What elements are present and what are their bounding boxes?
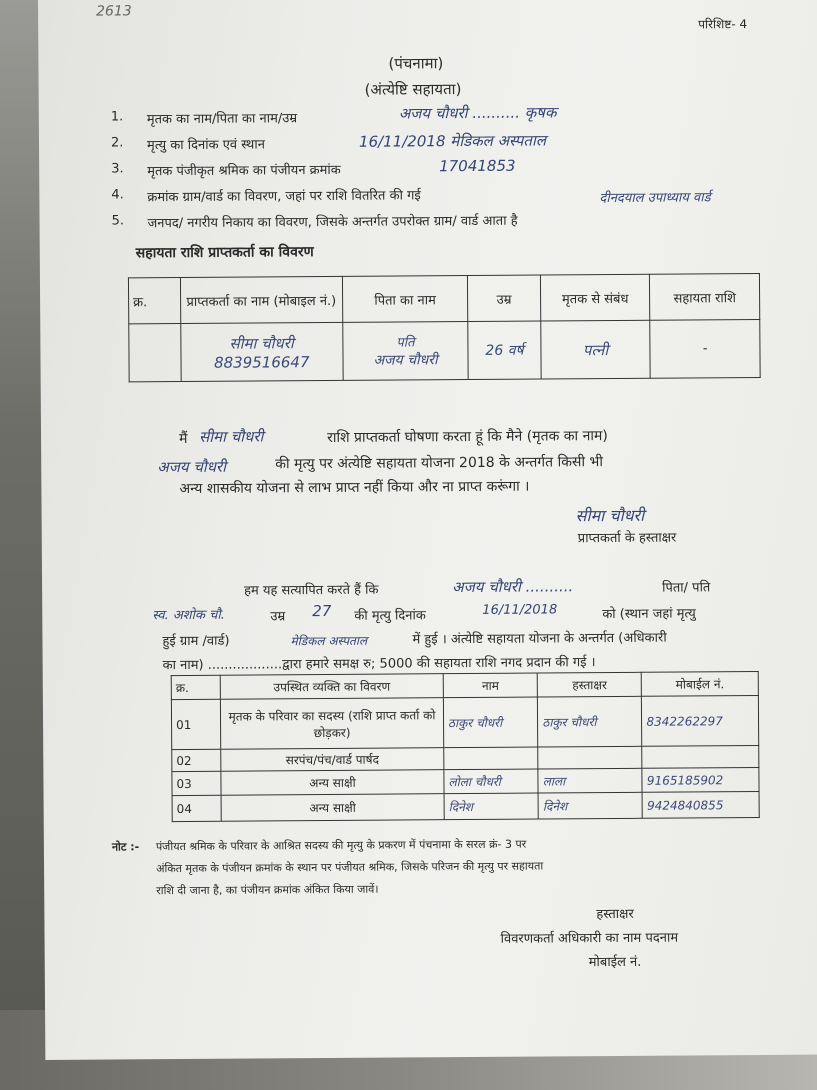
witness-serial: 04 (172, 795, 221, 821)
header-recipient-name: प्राप्तकर्ता का नाम (मोबाइल नं.) (180, 276, 343, 323)
header-amount: सहायता राशि (650, 273, 760, 320)
document-page (38, 0, 817, 1060)
witness-serial: 01 (171, 699, 220, 749)
recipient-heading: सहायता राशि प्राप्तकर्ता का विवरण (135, 244, 314, 262)
witness-desc: अन्य साक्षी (221, 770, 444, 796)
recipient-name-hw: सीमा चौधरी (229, 333, 294, 353)
officer-mobile-label: मोबाईल नं. (588, 954, 642, 971)
verification-age-label: उम्र (270, 609, 286, 625)
recipient-mobile-hw: 8839516647 (213, 352, 310, 372)
recipient-table-row (129, 319, 760, 381)
verification-place-label: को (स्थान जहां मृत्यु (602, 606, 696, 623)
witness-row (171, 695, 758, 749)
witness-mobile (642, 745, 759, 768)
header-serial: क्र. (128, 278, 180, 324)
item-4-number: 4. (111, 187, 124, 203)
father-name-hw: अजय चौधरी (373, 352, 438, 369)
cell-father-name (343, 322, 469, 381)
witness-desc: अन्य साक्षी (221, 794, 444, 822)
item-4-value: दीनदयाल उपाध्याय वार्ड (599, 190, 711, 207)
note-line3: राशि दी जाना है, का पंजीयन क्रमांक अंकित किया जावें। (156, 882, 379, 898)
recipient-signature-label: प्राप्तकर्ता के हस्ताक्षर (577, 530, 677, 547)
witness-desc: मृतक के परिवार का सदस्य (राशि प्राप्त कर्ता को छोड़कर) (220, 698, 443, 750)
item-2-value: 16/11/2018 मेडिकल अस्पताल (358, 131, 547, 151)
note-line2: अंकित मृतक के पंजीयन क्रमांक के स्थान पर पंजीयत श्रमिक, जिसके परिजन की मृत्यु पर सहायता (156, 859, 544, 876)
witness-mobile: 9424840855 (642, 791, 759, 818)
declaration-line3: अन्य शासकीय योजना से लाभ प्राप्त नहीं किया और ना प्राप्त करूंगा । (179, 478, 530, 498)
document-title: (पंचनामा) (388, 54, 444, 73)
verification-date-label: की मृत्यु दिनांक (354, 608, 426, 624)
declaration-deceased-hw: अजय चौधरी (157, 457, 227, 477)
witness-header-sign: हस्ताक्षर (537, 672, 641, 697)
item-4-label: क्रमांक ग्राम/वार्ड का विवरण, जहां पर राशि वितरित की गई (147, 188, 421, 206)
witness-name: दिनेश (444, 793, 538, 820)
verification-line1-end: पिता/ पति (662, 580, 711, 596)
appendix-label: परिशिष्ट- 4 (698, 17, 748, 32)
item-1-number: 1. (110, 109, 124, 125)
verification-ward-label: हुई ग्राम /वार्ड) (162, 633, 230, 650)
recipient-table-header (128, 273, 759, 323)
witness-header-mobile: मोबाईल नं. (642, 671, 759, 696)
witness-sign: दिनेश (538, 792, 642, 819)
header-father-name: पिता का नाम (342, 276, 468, 323)
declaration-prefix: मैं (179, 430, 188, 448)
declaration-line2: की मृत्यु पर अंत्येष्टि सहायता योजना 2018 के अन्तर्गत किसी भी (275, 454, 604, 473)
recipient-table (128, 273, 761, 382)
item-3-label: मृतक पंजीकृत श्रमिक का पंजीयन क्रमांक (147, 162, 341, 180)
cell-recipient-name (180, 322, 343, 381)
witness-mobile: 8342262297 (642, 695, 759, 746)
witness-mobile: 9165185902 (642, 767, 759, 792)
verification-scheme-text: में हुई । अंत्येष्टि सहायता योजना के अन्तर्गत (अधिकारी (412, 630, 667, 648)
cell-amount: - (650, 319, 760, 378)
witness-serial: 02 (172, 749, 221, 771)
item-3-number: 3. (111, 161, 124, 177)
witness-sign: लाला (538, 768, 642, 793)
father-top-hw: पति (396, 335, 415, 351)
item-2-number: 2. (110, 135, 124, 151)
item-2-label: मृत्यु का दिनांक एवं स्थान (146, 137, 265, 154)
declaration-name-hw: सीमा चौधरी (198, 427, 264, 446)
item-5-number: 5. (111, 213, 125, 229)
verification-deceased-hw: अजय चौधरी .......... (452, 577, 574, 597)
item-1-value: अजय चौधरी .......... कृषक (398, 103, 557, 123)
note-label: नोट :- (111, 840, 140, 854)
declaration-line1: राशि प्राप्तकर्ता घोषणा करता हूं कि मैने (मृतक का नाम) (327, 428, 608, 446)
officer-signature-label: हस्ताक्षर (596, 906, 634, 923)
witness-name: ठाकुर चौधरी (443, 697, 538, 748)
witness-name: लोला चौधरी (444, 769, 538, 794)
verification-father-hw: स्व. अशोक चौ. (152, 607, 225, 624)
header-age: उम्र (468, 275, 541, 322)
cell-relation: पत्नी (541, 320, 651, 379)
witness-sign: ठाकुर चौधरी (538, 696, 643, 747)
note-line1: पंजीयत श्रमिक के परिवार के आश्रित सदस्य की मृत्यु के प्रकरण में पंचनामा के सरल क्रं- 3 पर (155, 837, 527, 854)
witness-desc: सरपंच/पंच/वार्ड पार्षद (221, 748, 444, 772)
recipient-signature-hw: सीमा चौधरी (575, 505, 645, 526)
witness-name (444, 747, 538, 770)
cell-age: 26 वर्ष (468, 321, 541, 380)
item-1-label: मृतक का नाम/पिता का नाम/उम्र (146, 111, 298, 128)
witness-header-desc: उपस्थित व्यक्ति का विवरण (220, 674, 443, 700)
verification-place-hw: मेडिकल अस्पताल (290, 633, 368, 649)
header-relation: मृतक से संबंध (540, 274, 650, 321)
witness-table (171, 671, 760, 822)
verification-age-hw: 27 (312, 601, 332, 621)
verification-date-hw: 16/11/2018 (482, 602, 558, 618)
witness-serial: 03 (172, 771, 221, 795)
witness-row (172, 791, 759, 821)
item-5-label: जनपद/ नगरीय निकाय का विवरण, जिसके अन्तर्गत उपरोक्त ग्राम/ वार्ड आता है (147, 213, 518, 232)
verification-line1: हम यह सत्यापित करते हैं कि (244, 582, 379, 599)
witness-sign (538, 746, 642, 769)
witness-header-name: नाम (443, 673, 537, 698)
cell-serial (129, 324, 181, 382)
officer-name-label: विवरणकर्ता अधिकारी का नाम पदनाम (500, 930, 679, 947)
witness-header-serial: क्र. (171, 675, 220, 699)
verification-amount-text: का नाम) ..................द्वारा हमारे समक्ष रु; 5000 की सहायता राशि नगद प्रदान की गई । (162, 655, 596, 674)
item-3-value: 17041853 (439, 156, 516, 176)
document-subtitle: (अंत्येष्टि सहायता) (364, 80, 462, 99)
corner-note: 2613 (96, 3, 132, 20)
